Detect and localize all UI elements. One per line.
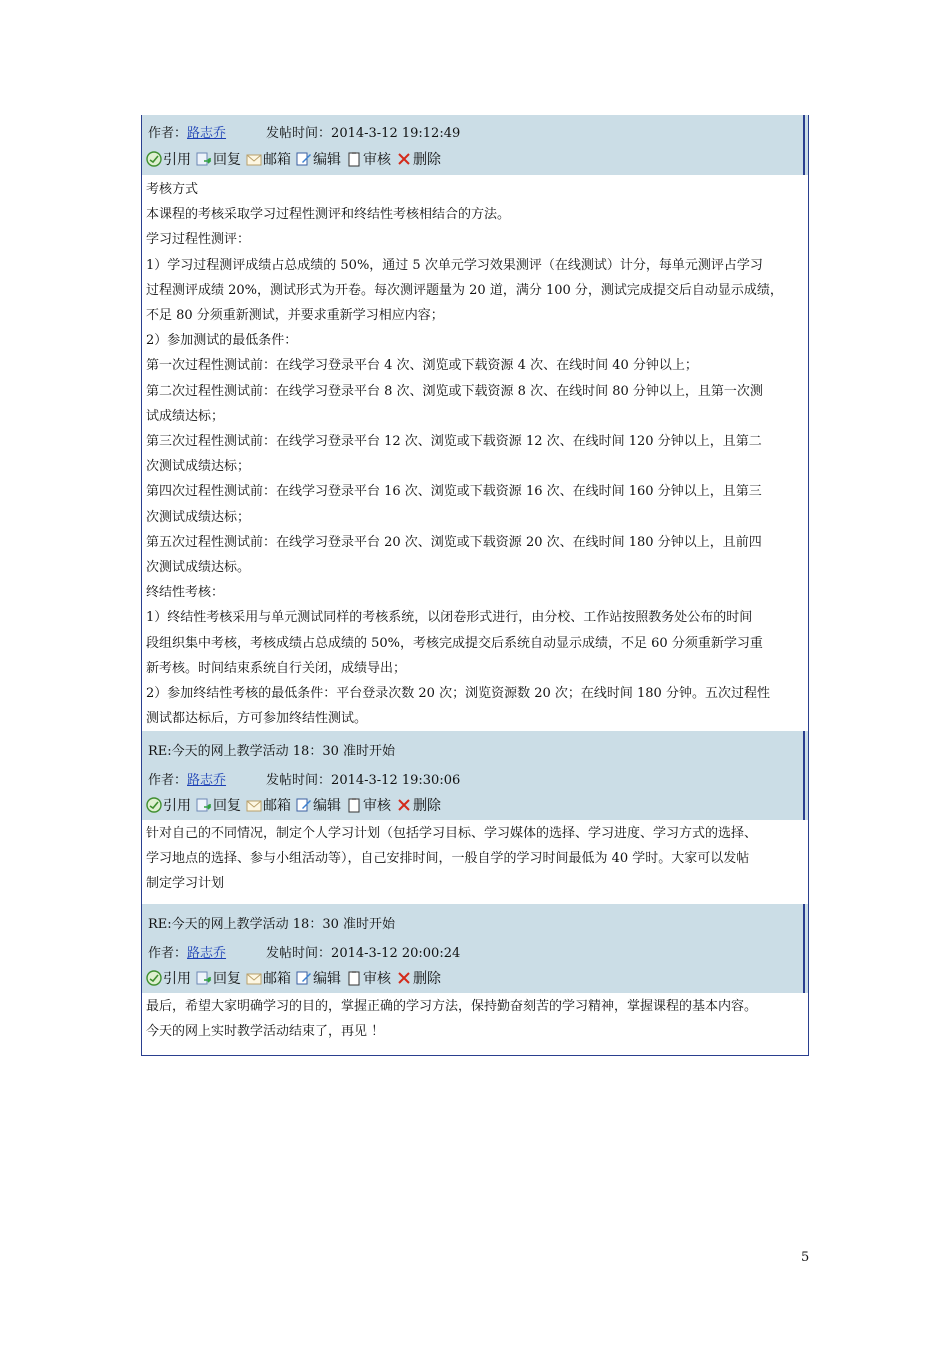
body-line: 终结性考核： (146, 585, 225, 601)
clipboard-icon (346, 970, 362, 986)
edit-button[interactable]: 编辑 (296, 795, 344, 815)
page-number: 5 (801, 1250, 810, 1265)
reply-icon (196, 797, 212, 813)
forum-thread (141, 115, 809, 1056)
post-title: RE:今天的网上教学活动 18：30 准时开始 (148, 917, 396, 932)
edit-icon (296, 797, 312, 813)
post-time: 2014-3-12 19:30:06 (331, 773, 461, 788)
body-line: 学习过程性测评： (146, 232, 251, 248)
author-link[interactable]: 路志乔 (187, 126, 227, 141)
body-line: 本课程的考核采取学习过程性测评和终结性考核相结合的方法。 (146, 207, 511, 223)
author-link[interactable]: 路志乔 (187, 773, 227, 788)
post-time: 2014-3-12 19:12:49 (331, 126, 461, 141)
review-button[interactable]: 审核 (346, 795, 394, 815)
quote-icon (146, 970, 162, 986)
body-line: 最后，希望大家明确学习的目的，掌握正确的学习方法，保持勤奋刻苦的学习精神，掌握课程的基本内容。 (146, 999, 758, 1014)
body-line: 过程测评成绩 20%，测试形式为开卷。每次测评题量为 20 道，满分 100 分，测试完成提交后自动显示成绩， (146, 282, 783, 298)
body-line: 学习地点的选择、参与小组活动等），自己安排时间，一般自学的学习时间最低为 40 学时。大家可以发帖 (146, 851, 750, 867)
post-time: 2014-3-12 20:00:24 (331, 946, 461, 961)
author-label: 作者： (148, 946, 188, 961)
body-line: 2）参加测试的最低条件： (146, 333, 298, 349)
mail-button[interactable]: 邮箱 (246, 968, 294, 988)
time-label: 发帖时间： (266, 946, 332, 961)
body-line: 新考核。时间结束系统自行关闭，成绩导出； (146, 660, 407, 676)
body-line: 次测试成绩达标； (146, 459, 251, 475)
body-line: 2）参加终结性考核的最低条件：平台登录次数 20 次；浏览资源数 20 次；在线时间 180 分钟。五次过程性 (146, 686, 770, 702)
mail-icon (246, 151, 262, 167)
quote-button[interactable]: 引用 (146, 149, 194, 169)
close-icon (396, 970, 412, 986)
quote-button[interactable]: 引用 (146, 795, 194, 815)
post-meta (148, 769, 460, 788)
mail-icon (246, 970, 262, 986)
author-link[interactable]: 路志乔 (187, 946, 227, 961)
body-line: 次测试成绩达标； (146, 509, 251, 525)
quote-button[interactable]: 引用 (146, 968, 194, 988)
mail-icon (246, 797, 262, 813)
body-line: 制定学习计划 (146, 876, 225, 892)
post-header (142, 904, 808, 993)
quote-icon (146, 797, 162, 813)
reply-button[interactable]: 回复 (196, 795, 244, 815)
edit-button[interactable]: 编辑 (296, 968, 344, 988)
clipboard-icon (346, 151, 362, 167)
review-button[interactable]: 审核 (346, 149, 394, 169)
body-line: 不足 80 分须重新测试，并要求重新学习相应内容； (146, 308, 444, 324)
post-meta (148, 122, 460, 141)
reply-button[interactable]: 回复 (196, 968, 244, 988)
post-title: RE:今天的网上教学活动 18：30 准时开始 (148, 744, 396, 759)
edit-button[interactable]: 编辑 (296, 149, 344, 169)
post-actions (146, 968, 446, 988)
quote-icon (146, 151, 162, 167)
reply-button[interactable]: 回复 (196, 149, 244, 169)
body-line: 1）终结性考核采用与单元测试同样的考核系统，以闭卷形式进行，由分校、工作站按照教务处公布的时间 (146, 610, 753, 626)
body-line: 今天的网上实时教学活动结束了，再见 ！ (146, 1024, 385, 1040)
time-label: 发帖时间： (266, 126, 332, 141)
body-line: 试成绩达标； (146, 408, 225, 424)
close-icon (396, 151, 412, 167)
review-button[interactable]: 审核 (346, 968, 394, 988)
edit-icon (296, 151, 312, 167)
post-body (146, 821, 810, 897)
body-line: 第五次过程性测试前：在线学习登录平台 20 次、浏览或下载资源 20 次、在线时间 180 分钟以上，且前四 (146, 534, 762, 550)
post-actions (146, 149, 446, 169)
time-label: 发帖时间： (266, 773, 332, 788)
body-line: 第四次过程性测试前：在线学习登录平台 16 次、浏览或下载资源 16 次、在线时间 160 分钟以上，且第三 (146, 484, 762, 500)
mail-button[interactable]: 邮箱 (246, 149, 294, 169)
body-line: 第一次过程性测试前：在线学习登录平台 4 次、浏览或下载资源 4 次、在线时间 40 分钟以上； (146, 358, 698, 374)
body-line: 测试都达标后，方可参加终结性测试。 (146, 711, 368, 727)
post-header (142, 115, 808, 175)
post-meta (148, 942, 460, 961)
delete-button[interactable]: 删除 (396, 795, 444, 815)
mail-button[interactable]: 邮箱 (246, 795, 294, 815)
reply-icon (196, 151, 212, 167)
clipboard-icon (346, 797, 362, 813)
body-line: 第三次过程性测试前：在线学习登录平台 12 次、浏览或下载资源 12 次、在线时间 120 分钟以上，且第二 (146, 434, 762, 450)
post-body (146, 177, 810, 731)
post-body (146, 994, 810, 1044)
close-icon (396, 797, 412, 813)
body-line: 考核方式 (146, 182, 199, 197)
post-header (142, 731, 808, 820)
edit-icon (296, 970, 312, 986)
author-label: 作者： (148, 126, 188, 141)
delete-button[interactable]: 删除 (396, 968, 444, 988)
body-line: 针对自己的不同情况，制定个人学习计划（包括学习目标、学习媒体的选择、学习进度、学习方式的选择、 (146, 826, 758, 841)
delete-button[interactable]: 删除 (396, 149, 444, 169)
body-line: 1）学习过程测评成绩占总成绩的 50%，通过 5 次单元学习效果测评（在线测试）计分，每单元测评占学习 (146, 257, 763, 273)
author-label: 作者： (148, 773, 188, 788)
body-line: 第二次过程性测试前：在线学习登录平台 8 次、浏览或下载资源 8 次、在线时间 80 分钟以上，且第一次测 (146, 383, 763, 399)
body-line: 段组织集中考核，考核成绩占总成绩的 50%，考核完成提交后系统自动显示成绩，不足 60 分须重新学习重 (146, 635, 763, 651)
body-line: 次测试成绩达标。 (146, 560, 251, 576)
reply-icon (196, 970, 212, 986)
post-actions (146, 795, 446, 815)
